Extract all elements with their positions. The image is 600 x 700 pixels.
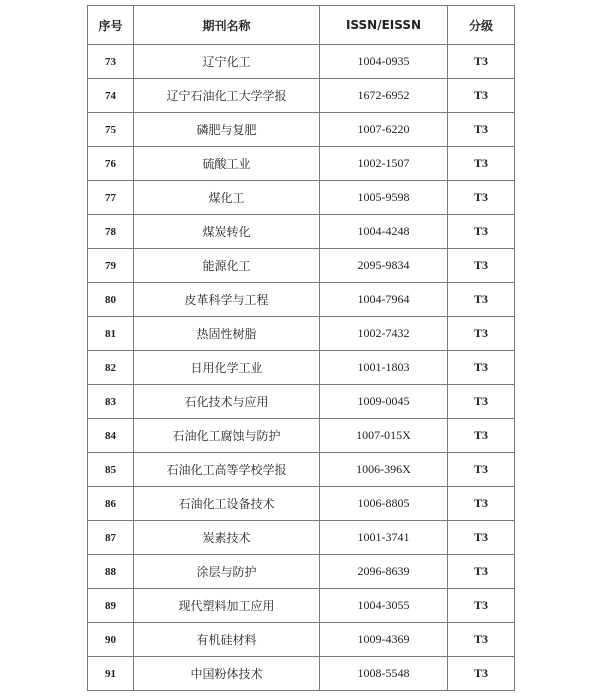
issn-cell: 1008-5548 <box>320 657 448 691</box>
journal-name-cell: 辽宁石油化工大学学报 <box>134 79 320 113</box>
issn-cell: 1009-4369 <box>320 623 448 657</box>
grade-cell: T3 <box>448 317 515 351</box>
issn-cell: 1009-0045 <box>320 385 448 419</box>
issn-cell: 2095-9834 <box>320 249 448 283</box>
grade-cell: T3 <box>448 657 515 691</box>
journal-name-cell: 磷肥与复肥 <box>134 113 320 147</box>
serial-number-cell: 90 <box>88 623 134 657</box>
journal-name-cell: 涂层与防护 <box>134 555 320 589</box>
table-row <box>88 215 515 249</box>
issn-cell: 1001-1803 <box>320 351 448 385</box>
issn-cell: 1002-7432 <box>320 317 448 351</box>
journal-name-cell: 煤炭转化 <box>134 215 320 249</box>
table-row <box>88 45 515 79</box>
journal-name-cell: 中国粉体技术 <box>134 657 320 691</box>
table-row <box>88 623 515 657</box>
journal-name-cell: 石油化工高等学校学报 <box>134 453 320 487</box>
issn-cell: 1006-396X <box>320 453 448 487</box>
serial-number-cell: 86 <box>88 487 134 521</box>
journal-name-cell: 皮革科学与工程 <box>134 283 320 317</box>
serial-number-cell: 91 <box>88 657 134 691</box>
journal-table <box>87 5 515 691</box>
issn-cell: 1007-015X <box>320 419 448 453</box>
journal-name-cell: 辽宁化工 <box>134 45 320 79</box>
grade-cell: T3 <box>448 147 515 181</box>
table-row <box>88 283 515 317</box>
serial-number-cell: 75 <box>88 113 134 147</box>
grade-cell: T3 <box>448 623 515 657</box>
journal-name-cell: 石油化工设备技术 <box>134 487 320 521</box>
grade-cell: T3 <box>448 487 515 521</box>
issn-cell: 1004-0935 <box>320 45 448 79</box>
serial-number-cell: 88 <box>88 555 134 589</box>
grade-cell: T3 <box>448 249 515 283</box>
grade-cell: T3 <box>448 79 515 113</box>
table-row <box>88 181 515 215</box>
grade-cell: T3 <box>448 45 515 79</box>
table-header-row <box>88 6 515 45</box>
journal-name-cell: 现代塑料加工应用 <box>134 589 320 623</box>
table-row <box>88 487 515 521</box>
serial-number-cell: 73 <box>88 45 134 79</box>
table-row <box>88 419 515 453</box>
journal-name-cell: 石油化工腐蚀与防护 <box>134 419 320 453</box>
serial-number-cell: 87 <box>88 521 134 555</box>
table-row <box>88 351 515 385</box>
journal-name-cell: 石化技术与应用 <box>134 385 320 419</box>
grade-cell: T3 <box>448 181 515 215</box>
issn-cell: 1007-6220 <box>320 113 448 147</box>
issn-cell: 2096-8639 <box>320 555 448 589</box>
journal-name-cell: 煤化工 <box>134 181 320 215</box>
issn-cell: 1001-3741 <box>320 521 448 555</box>
table-row <box>88 555 515 589</box>
serial-number-cell: 77 <box>88 181 134 215</box>
grade-cell: T3 <box>448 419 515 453</box>
header-journal-name: 期刊名称 <box>134 6 320 45</box>
table-row <box>88 249 515 283</box>
journal-name-cell: 硫酸工业 <box>134 147 320 181</box>
table-row <box>88 453 515 487</box>
header-grade: 分级 <box>448 6 515 45</box>
serial-number-cell: 83 <box>88 385 134 419</box>
journal-name-cell: 炭素技术 <box>134 521 320 555</box>
serial-number-cell: 85 <box>88 453 134 487</box>
serial-number-cell: 84 <box>88 419 134 453</box>
table-row <box>88 113 515 147</box>
grade-cell: T3 <box>448 351 515 385</box>
table-body <box>88 45 515 691</box>
issn-cell: 1006-8805 <box>320 487 448 521</box>
journal-name-cell: 日用化学工业 <box>134 351 320 385</box>
grade-cell: T3 <box>448 113 515 147</box>
serial-number-cell: 89 <box>88 589 134 623</box>
serial-number-cell: 81 <box>88 317 134 351</box>
journal-name-cell: 能源化工 <box>134 249 320 283</box>
grade-cell: T3 <box>448 283 515 317</box>
grade-cell: T3 <box>448 521 515 555</box>
serial-number-cell: 82 <box>88 351 134 385</box>
issn-cell: 1672-6952 <box>320 79 448 113</box>
table-row <box>88 385 515 419</box>
issn-cell: 1004-3055 <box>320 589 448 623</box>
table-row <box>88 521 515 555</box>
table-row <box>88 79 515 113</box>
serial-number-cell: 76 <box>88 147 134 181</box>
header-serial-number: 序号 <box>88 6 134 45</box>
table-row <box>88 317 515 351</box>
serial-number-cell: 79 <box>88 249 134 283</box>
table-row <box>88 589 515 623</box>
grade-cell: T3 <box>448 453 515 487</box>
issn-cell: 1004-7964 <box>320 283 448 317</box>
journal-name-cell: 有机硅材料 <box>134 623 320 657</box>
journal-name-cell: 热固性树脂 <box>134 317 320 351</box>
grade-cell: T3 <box>448 215 515 249</box>
issn-cell: 1004-4248 <box>320 215 448 249</box>
grade-cell: T3 <box>448 385 515 419</box>
table-row <box>88 657 515 691</box>
serial-number-cell: 74 <box>88 79 134 113</box>
table-row <box>88 147 515 181</box>
serial-number-cell: 78 <box>88 215 134 249</box>
issn-cell: 1002-1507 <box>320 147 448 181</box>
issn-cell: 1005-9598 <box>320 181 448 215</box>
grade-cell: T3 <box>448 555 515 589</box>
serial-number-cell: 80 <box>88 283 134 317</box>
journal-table-container <box>87 5 515 691</box>
grade-cell: T3 <box>448 589 515 623</box>
header-issn: ISSN/EISSN <box>320 6 448 45</box>
